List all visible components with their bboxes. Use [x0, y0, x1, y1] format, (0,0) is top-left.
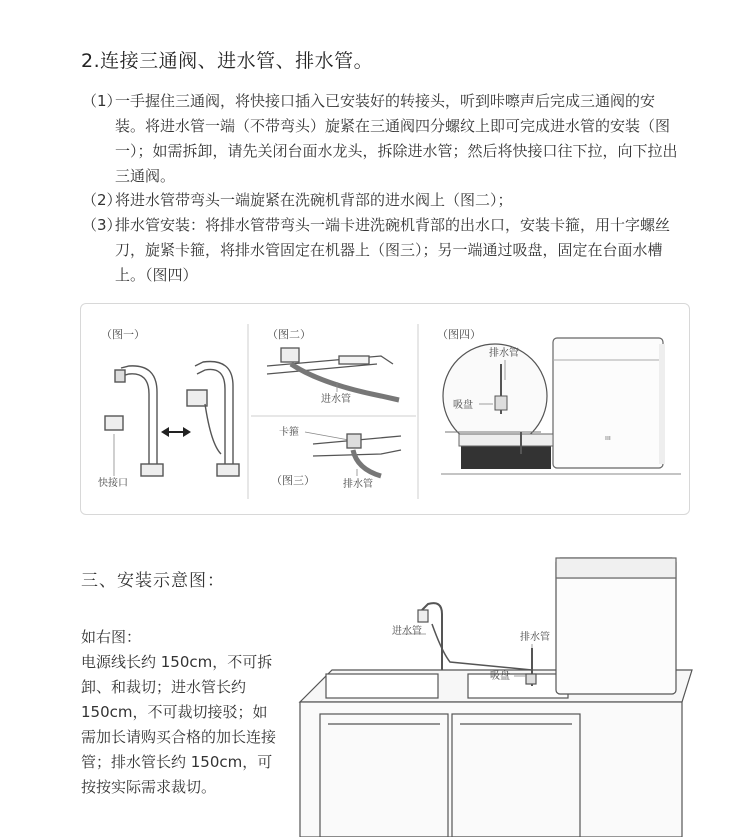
fig3-caption: （图三） [271, 474, 315, 487]
step-2 [82, 188, 682, 213]
note-text: 电源线长约 150cm，不可拆卸、和裁切；进水管长约 150cm，不可裁切接驳；如需加长请购买合格的加长连接管；排水管长约 150cm，可按按实际需求裁切。 [81, 653, 277, 796]
faucet-illustration [105, 362, 239, 477]
diagram-label-drain: 排水管 [520, 632, 550, 643]
section3-title: 三、安装示意图： [81, 571, 225, 591]
step-1 [82, 89, 682, 189]
dishwasher-sink-illustration [441, 338, 681, 474]
step-number: （3） [82, 216, 122, 234]
step-3 [82, 213, 682, 288]
double-arrow-icon [161, 427, 191, 437]
fig4-label-drain: 排水管 [489, 348, 519, 359]
fig4-caption: （图四） [437, 328, 481, 341]
section-title: 2.连接三通阀、进水管、排水管。 [81, 50, 374, 72]
step-text: 排水管安装：将排水管带弯头一端卡进洗碗机背部的出水口，安装卡箍，用十字螺丝刀，旋紧卡箍，将排水管固定在机器上（图三）；另一端通过吸盘，固定在台面水槽上。（图四） [115, 216, 671, 284]
diagram-label-inlet: 进水管 [392, 626, 422, 637]
fig4-label-suction: 吸盘 [453, 400, 473, 411]
step-text: 一手握住三通阀，将快接口插入已安装好的转接头，听到咔嚓声后完成三通阀的安装。将进水管一端（不带弯头）旋紧在三通阀四分螺纹上即可完成进水管的安装（图一）；如需拆卸，请先关闭台面水龙头，拆除进水管；然后将快接口往下拉，向下拉出三通阀。 [115, 92, 678, 185]
fig2-label-inlet: 进水管 [321, 394, 351, 405]
diagram-label-suction: 吸盘 [490, 671, 510, 682]
step-number: （1） [82, 92, 122, 110]
fig3-label-clamp: 卡箍 [279, 427, 299, 438]
step-number: （2） [82, 191, 122, 209]
note-title: 如右图： [81, 628, 142, 646]
step-text: 将进水管带弯头一端旋紧在洗碗机背部的进水阀上（图二）； [115, 191, 513, 209]
fig1-label-quick-connector: 快接口 [98, 478, 128, 489]
figure-illustrations [81, 304, 689, 514]
leader-line [305, 432, 349, 440]
figure-panel [80, 303, 690, 515]
fig2-caption: （图二） [267, 328, 311, 341]
fig1-caption: （图一） [101, 328, 145, 341]
inlet-pipe-illustration [267, 348, 399, 400]
fig3-label-drain: 排水管 [343, 479, 373, 490]
svg-text:ııı: ııı [605, 434, 611, 442]
installation-diagram [292, 552, 732, 837]
